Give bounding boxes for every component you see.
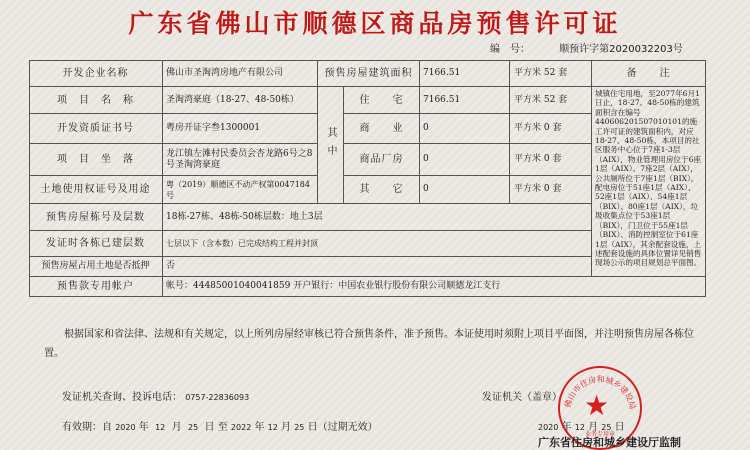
other-area: 0 [420,176,510,204]
residential-label: 住 宅 [344,87,420,114]
from-day-word: 日 [204,422,215,433]
factory-area: 0 [420,144,510,176]
mortgage-value: 否 [163,257,592,277]
location-label: 项 目 坐 落 [29,144,163,176]
residential-count-unit: 套 [558,94,568,105]
to-word: 至 [217,422,228,433]
area-total-unit [510,60,592,87]
from-day: 25 [188,423,199,432]
of-which-label [318,87,344,204]
area-total-count-unit: 套 [558,67,568,78]
area-total-unit-text: 平方米 [514,67,542,78]
to-day: 25 [294,423,305,432]
factory-label: 商品厂房 [344,144,420,176]
commercial-unit-text: 平方米 [514,123,542,133]
from-month-word: 月 [171,422,182,433]
of-which-text: 其中 [325,127,336,163]
seal-subtext: 业务专用章 [584,431,616,438]
remarks-cell [592,87,706,277]
seal-text: 佛山市住房和城乡建设局 [563,374,638,411]
serial-label: 编 号： [490,44,530,55]
commercial-unit [510,114,592,144]
query-phone: 0757-22836093 [185,393,250,402]
landcert-value: 粤（2019）顺德区不动产权第0047184号 [163,176,318,204]
issue-day: 25 [601,423,612,432]
issuer-label: 发证机关（盖章） [482,392,562,403]
factory-unit [510,144,592,176]
other-label: 其 它 [344,176,420,204]
area-total-count: 52 [543,67,556,78]
account-label: 预售款专用帐户 [29,277,163,297]
from-month: 12 [155,423,166,432]
floors-value: 七层以下（含本数）已完成结构工程并封顶 [163,231,592,257]
issue-year: 2020 [538,423,559,432]
factory-count: 0 [543,154,550,164]
landcert-label: 土地使用权证号及用途 [29,176,163,204]
issue-day-word: 日 [614,422,625,433]
document-title: 广东省佛山市顺德区商品房预售许可证 [128,9,622,38]
factory-unit-text: 平方米 [514,154,542,164]
residential-count: 52 [543,94,556,105]
from-year: 2020 [115,423,136,432]
validity-line [62,418,378,433]
residential-area: 7166.51 [420,87,510,114]
remarks-text: 城镇住宅用地，至2077年6月1日止，18-27、48-50栋的建筑面积含在编号440606201507010101的施工许可证的建筑面积内，对应18-27、48-50栋，本项目的社区服务中心位于7座1-3层（AIX），物业管理用房位于6座1层（AIX）、7座2层（AIX），公共厕所位于7座1层（BIX）。配电房位于51座1层（AIX）、52座1层（AIX）、54座1层（BIX）、80座1层（AIX），垃圾收集点位于53座1层（BIX），门卫位于55座1层（BIX）、消防控制室位于61座1层（AIX），其余配套设施，上述配套设施的具体位置详见销售现场公示的项目规划总平面图。 [595,89,702,268]
floors-label: 发证时各栋已建层数 [29,231,163,257]
area-label: 预售房屋建筑面积 [318,60,420,87]
remarks-label: 备 注 [592,60,706,87]
query-label: 发证机关查询、投诉电话： [62,392,182,403]
from-year-word: 年 [138,422,149,433]
buildings-label: 预售房屋栋号及层数 [29,204,163,231]
cert-value: 粤房开证字叁1300001 [163,114,318,144]
overdue-note: 日（过期无效） [307,422,378,433]
to-month-word: 月 [281,422,292,433]
account-value: 帐号：44485001040041859 开户银行：中国农业银行股份有限公司顺德龙江支行 [163,277,706,297]
project-label: 项 目 名 称 [29,87,163,114]
location-value: 龙江镇左滩村民委员会杏龙路6号之8号圣淘湾豪庭 [163,144,318,176]
issue-month: 12 [574,423,585,432]
authority-line: 广东省住房和城乡建设厅监制 [538,436,681,449]
commercial-count-unit: 套 [552,123,562,133]
serial-value: 顺预许字第2020032203号 [559,44,683,55]
to-year: 2022 [230,423,252,432]
commercial-area: 0 [420,114,510,144]
serial-number [490,40,683,55]
cert-label: 开发资质证书号 [29,114,163,144]
commercial-label: 商 业 [344,114,420,144]
issue-year-word: 年 [561,422,572,433]
residential-unit [510,87,592,114]
issue-month-word: 月 [588,422,599,433]
factory-count-unit: 套 [552,154,562,164]
commercial-count: 0 [543,123,550,133]
other-count: 0 [543,184,550,194]
other-unit [510,176,592,204]
to-month: 12 [267,423,278,432]
project-value: 圣淘湾豪庭（18-27、48-50栋） [163,87,318,114]
approval-paragraph: 根据国家和省法律、法规和有关规定，以上所列房屋经审核已符合预售条件，准予预售。本证使用时须附上项目平面图，并注明预售房屋各栋位置。 [44,329,694,359]
buildings-value: 18栋-27栋、48栋-50栋层数：地上3层 [163,204,592,231]
developer-value: 佛山市圣淘湾房地产有限公司 [163,60,318,87]
query-line [62,388,249,403]
area-total: 7166.51 [420,60,510,87]
validity-label: 有效期：自 [62,422,112,433]
developer-label: 开发企业名称 [29,60,163,87]
to-year-word: 年 [254,422,265,433]
star-icon: ★ [584,389,610,422]
other-unit-text: 平方米 [514,184,542,194]
other-count-unit: 套 [552,184,562,194]
residential-unit-text: 平方米 [514,94,542,105]
mortgage-label: 预售房屋占用土地是否抵押 [29,257,163,277]
